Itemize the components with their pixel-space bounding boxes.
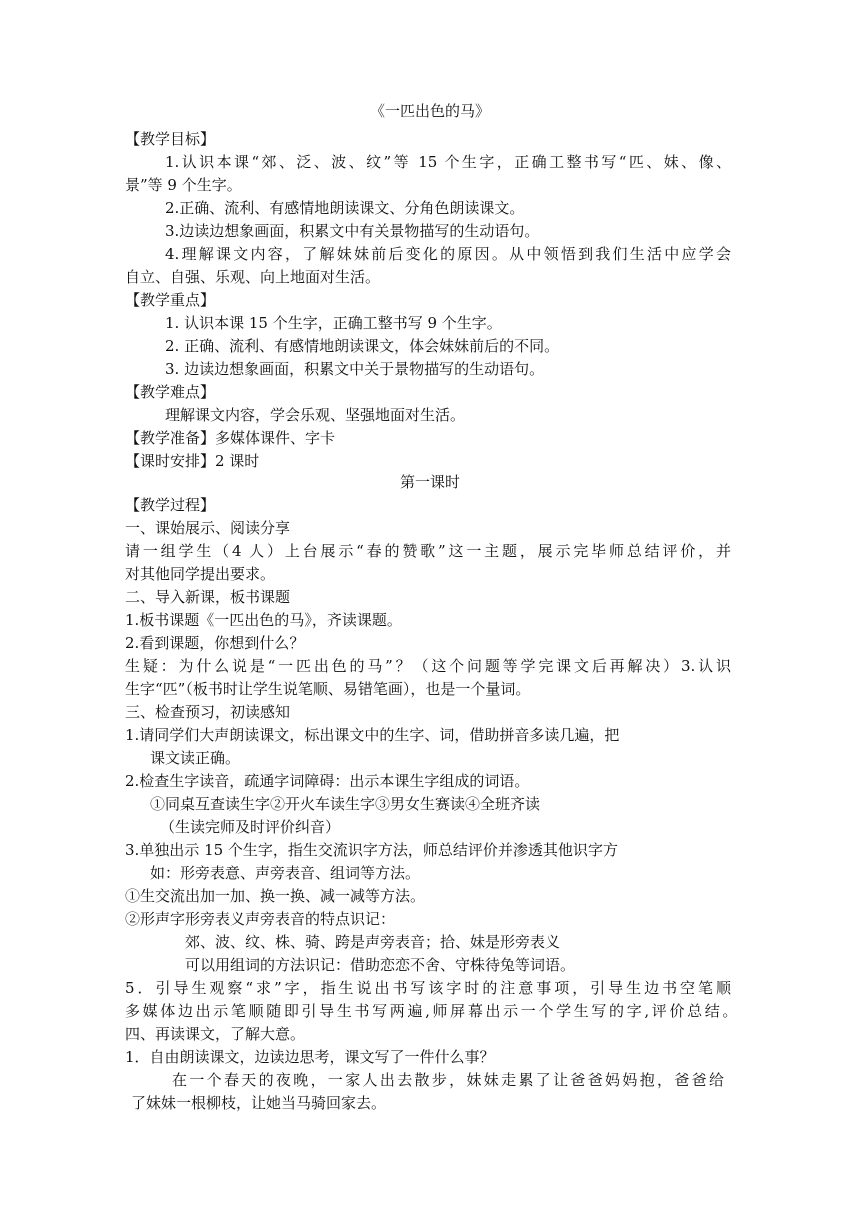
section-2-point-2: 2.看到课题，你想到什么？ bbox=[125, 634, 305, 652]
section-3-point-5-line-2: 多媒体边出示笔顺随即引导生书写两遍,师屏幕出示一个学生写的字,评价总结。 bbox=[125, 1002, 737, 1020]
section-3-point-3-c: 郊、波、纹、株、骑、跨是声旁表音；拾、妹是形旁表义 bbox=[185, 933, 561, 951]
section-3-point-3-d: 可以用组词的方法识记：借助恋恋不舍、守株待兔等词语。 bbox=[185, 956, 576, 974]
section-3-point-2: 2.检查生字读音，疏通字词障碍：出示本课生字组成的词语。 bbox=[125, 772, 530, 790]
objective-1-line-1: 1.认识本课“郊、泛、波、纹”等 15 个生字，正确工整书写“匹、妹、像、 bbox=[165, 153, 731, 171]
key-point-1: 1. 认识本课 15 个生字，正确工整书写 9 个生字。 bbox=[165, 314, 502, 332]
schedule-line: 【课时安排】2 课时 bbox=[125, 452, 260, 470]
key-point-2: 2. 正确、流利、有感情地朗读课文，体会妹妹前后的不同。 bbox=[165, 337, 560, 355]
difficulty-heading: 【教学难点】 bbox=[125, 383, 216, 401]
section-2-title: 二、导入新课，板书课题 bbox=[125, 588, 291, 606]
section-2-point-3-line-1: 生疑：为什么说是“一匹出色的马”？（这个问题等学完课文后再解决）3.认识 bbox=[125, 657, 731, 675]
objectives-heading: 【教学目标】 bbox=[125, 130, 216, 148]
key-points-heading: 【教学重点】 bbox=[125, 291, 216, 309]
section-3-point-1-line-1: 1.请同学们大声朗读课文，标出课文中的生字、词，借助拼音多读几遍，把 bbox=[125, 726, 620, 744]
section-3-point-5-line-1: 5．引导生观察“求”字，指生说出书写该字时的注意事项，引导生边书空笔顺 bbox=[125, 979, 731, 997]
section-2-point-1: 1.板书课题《一匹出色的马》，齐读课题。 bbox=[125, 611, 402, 629]
section-3-point-2-note: （生读完师及时评价纠音） bbox=[160, 818, 341, 836]
difficulty-text: 理解课文内容，学会乐观、坚强地面对生活。 bbox=[165, 406, 466, 424]
section-1-line-2: 对其他同学提出要求。 bbox=[125, 565, 276, 583]
process-heading: 【教学过程】 bbox=[125, 496, 216, 514]
section-4-answer-line-2: 了妹妹一根柳枝，让她当马骑回家去。 bbox=[131, 1094, 387, 1112]
section-3-point-3-b: ②形声字形旁表义声旁表音的特点识记： bbox=[125, 910, 396, 928]
section-2-point-3-line-2: 生字“匹”（板书时让学生说笔顺、易错笔画），也是一个量词。 bbox=[125, 680, 531, 698]
section-1-line-1: 请一组学生（4 人）上台展示“春的赞歌”这一主题，展示完毕师总结评价，并 bbox=[125, 542, 731, 560]
section-3-point-3-line-2: 如：形旁表意、声旁表音、组词等方法。 bbox=[150, 864, 421, 882]
objective-1-line-2: 景”等 9 个生字。 bbox=[125, 176, 242, 194]
section-3-point-2-steps: ①同桌互查读生字②开火车读生字③男女生赛读④全班齐读 bbox=[150, 795, 541, 813]
section-4-point-1: 1．自由朗读课文，边读边思考，课文写了一件什么事？ bbox=[125, 1048, 495, 1066]
section-4-title: 四、再读课文，了解大意。 bbox=[125, 1025, 306, 1043]
section-3-point-1-line-2: 课文读正确。 bbox=[150, 749, 241, 767]
section-3-point-3-line-1: 3.单独出示 15 个生字，指生交流识字方法，师总结评价并渗透其他识字方 bbox=[125, 841, 618, 859]
section-3-title: 三、检查预习，初读感知 bbox=[125, 703, 291, 721]
objective-2: 2.正确、流利、有感情地朗读课文、分角色朗读课文。 bbox=[165, 199, 525, 217]
objective-4-line-2: 自立、自强、乐观、向上地面对生活。 bbox=[125, 268, 381, 286]
objective-4-line-1: 4.理解课文内容，了解妹妹前后变化的原因。从中领悟到我们生活中应学会 bbox=[165, 245, 731, 263]
section-3-point-3-a: ①生交流出加一加、换一换、减一减等方法。 bbox=[125, 887, 426, 905]
objective-3: 3.边读边想象画面，积累文中有关景物描写的生动语句。 bbox=[165, 222, 540, 240]
lesson-heading: 第一课时 bbox=[399, 473, 460, 491]
key-point-3: 3. 边读边想象画面，积累文中关于景物描写的生动语句。 bbox=[165, 360, 545, 378]
document-title: 《一匹出色的马》 bbox=[369, 102, 490, 120]
section-1-title: 一、课始展示、阅读分享 bbox=[125, 519, 291, 537]
preparation-line: 【教学准备】多媒体课件、字卡 bbox=[125, 429, 336, 447]
section-4-answer-line-1: 在一个春天的夜晚，一家人出去散步，妹妹走累了让爸爸妈妈抱，爸爸给 bbox=[172, 1071, 724, 1089]
